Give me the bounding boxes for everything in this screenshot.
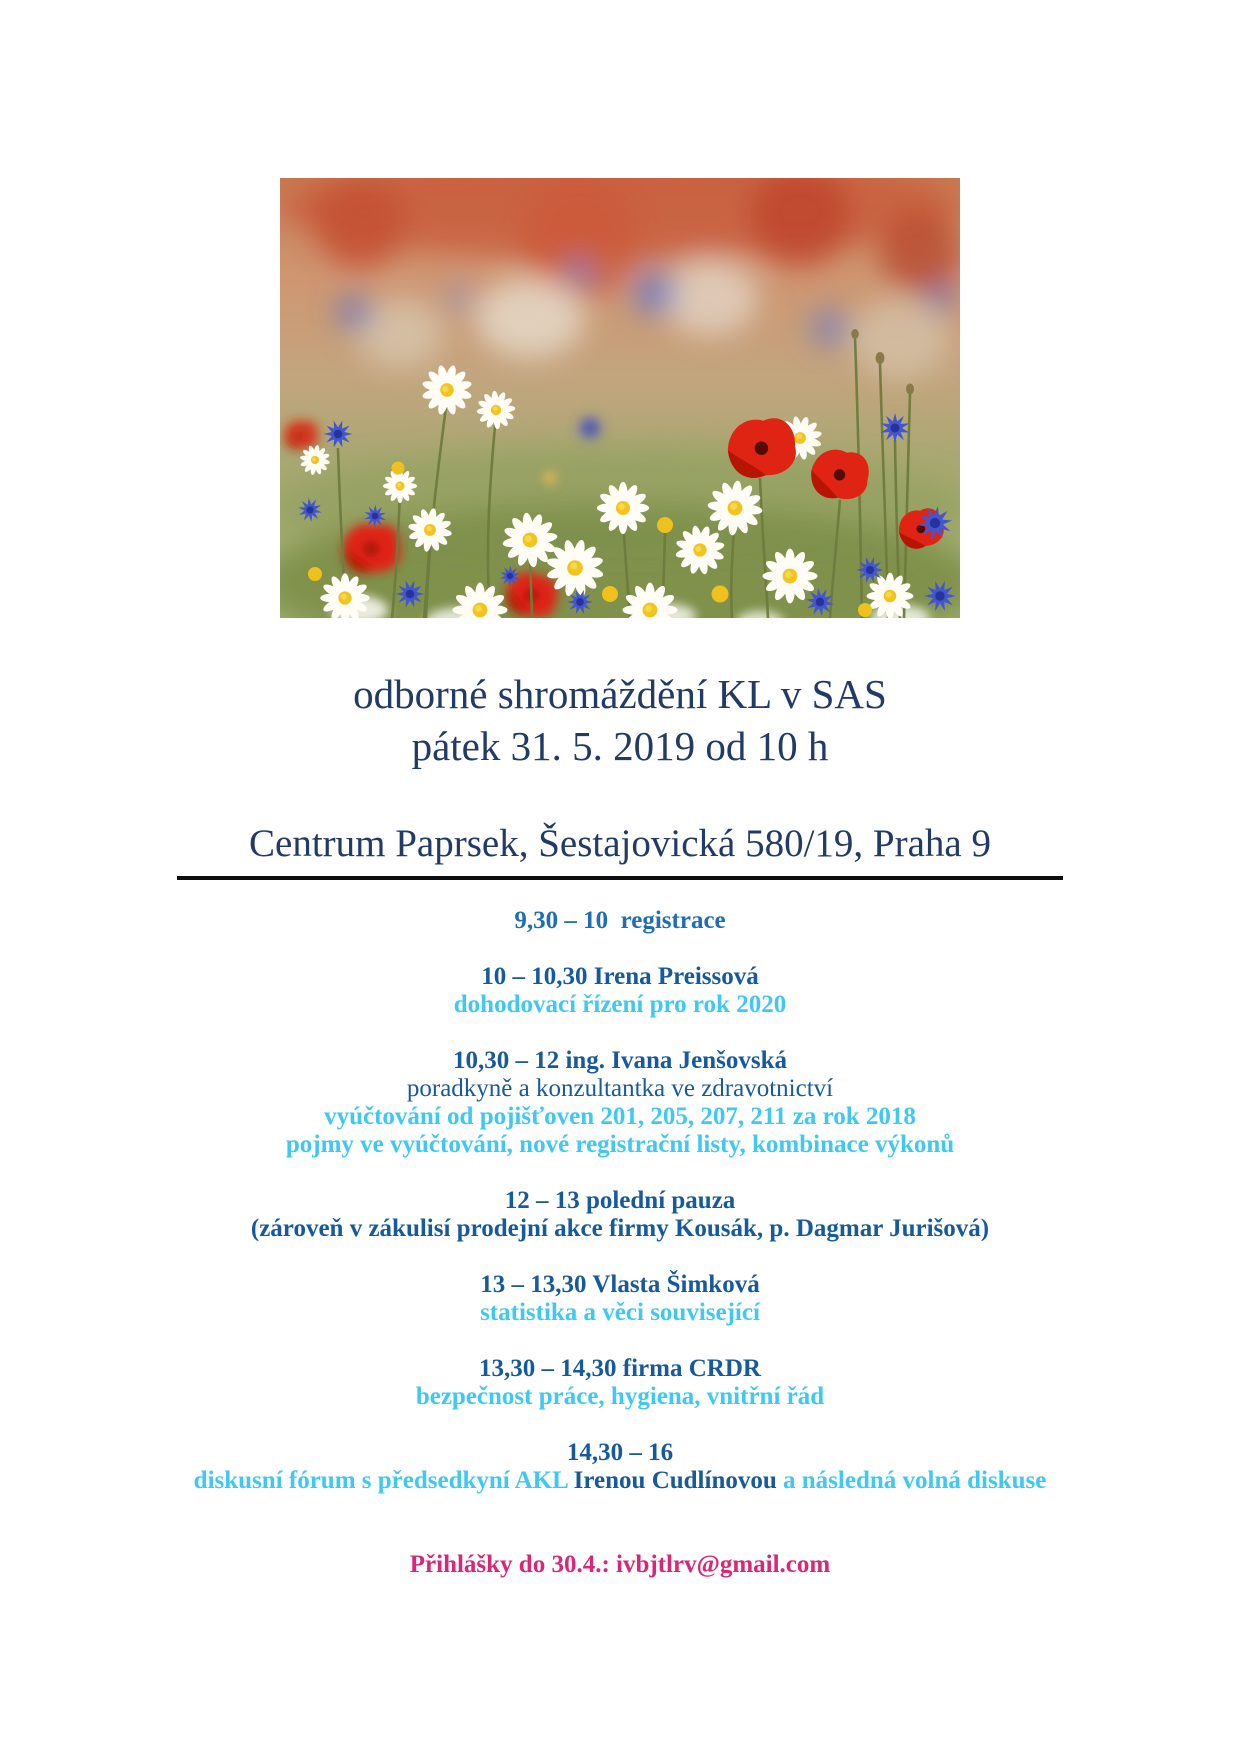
schedule-line [0,1075,1240,1103]
schedule-block [0,1047,1240,1159]
schedule-line [0,1299,1240,1327]
schedule-line [0,1131,1240,1159]
schedule-line [0,1467,1240,1495]
session-simkova-time: 13 – 13,30 Vlasta Šimková [480,1271,760,1298]
session-jensovska-role: poradkyně a konzultantka ve zdravotnictví [406,1075,834,1102]
schedule-line [0,1439,1240,1467]
signup-contact-line [0,1551,1240,1579]
divider-rule [177,876,1063,880]
schedule-line [0,1103,1240,1131]
session-jensovska-time: 10,30 – 12 ing. Ivana Jenšovská [452,1047,788,1074]
schedule-line [0,963,1240,991]
schedule-line [0,1271,1240,1299]
session-lunch-time: 12 – 13 polední pauza [504,1187,736,1214]
schedule-block [0,1271,1240,1327]
forum-intro: diskusní fórum s předsedkyní AKL [193,1467,574,1494]
event-date-line: pátek 31. 5. 2019 od 10 h [411,723,829,769]
signup-deadline-label: Přihlášky do 30.4.: [409,1551,617,1578]
schedule [0,907,1240,1495]
schedule-line [0,1187,1240,1215]
schedule-block [0,1187,1240,1243]
session-simkova-topic: statistika a věci související [480,1299,760,1326]
forum-outro: a následná volná diskuse [776,1467,1047,1494]
schedule-block [0,1355,1240,1411]
schedule-block [0,963,1240,1019]
schedule-line [0,1383,1240,1411]
schedule-line [0,1355,1240,1383]
session-lunch-note: (zároveň v zákulisí prodejní akce firmy Kousák, p. Dagmar Jurišová) [250,1215,990,1242]
session-preissova-topic: dohodovací řízení pro rok 2020 [453,991,787,1018]
schedule-block [0,1439,1240,1495]
schedule-line [0,1215,1240,1243]
session-crdr-topic: bezpečnost práce, hygiena, vnitřní řád [415,1383,825,1410]
session-jensovska-topic-2: pojmy ve vyúčtování, nové registrační listy, kombinace výkonů [285,1131,955,1158]
contact-email: ivbjtlrv@gmail.com [616,1551,831,1578]
session-jensovska-topic-1: vyúčtování od pojišťoven 201, 205, 207, 211 za rok 2018 [324,1103,916,1130]
schedule-block [0,907,1240,935]
wildflower-meadow-photo [280,178,960,618]
schedule-line [0,991,1240,1019]
session-crdr-time: 13,30 – 14,30 firma CRDR [479,1355,761,1382]
schedule-line [0,907,1240,935]
forum-chairwoman-name: Irenou Cudlínovou [573,1467,777,1494]
schedule-line [0,1047,1240,1075]
event-title [0,668,1240,772]
session-preissova-time: 10 – 10,30 Irena Preissová [481,963,759,990]
venue-address: Centrum Paprsek, Šestajovická 580/19, Praha 9 [249,822,991,865]
session-forum-time: 14,30 – 16 [566,1439,674,1466]
event-title-line1: odborné shromáždění KL v SAS [353,671,887,717]
session-registration: 9,30 – 10 registrace [514,907,726,934]
